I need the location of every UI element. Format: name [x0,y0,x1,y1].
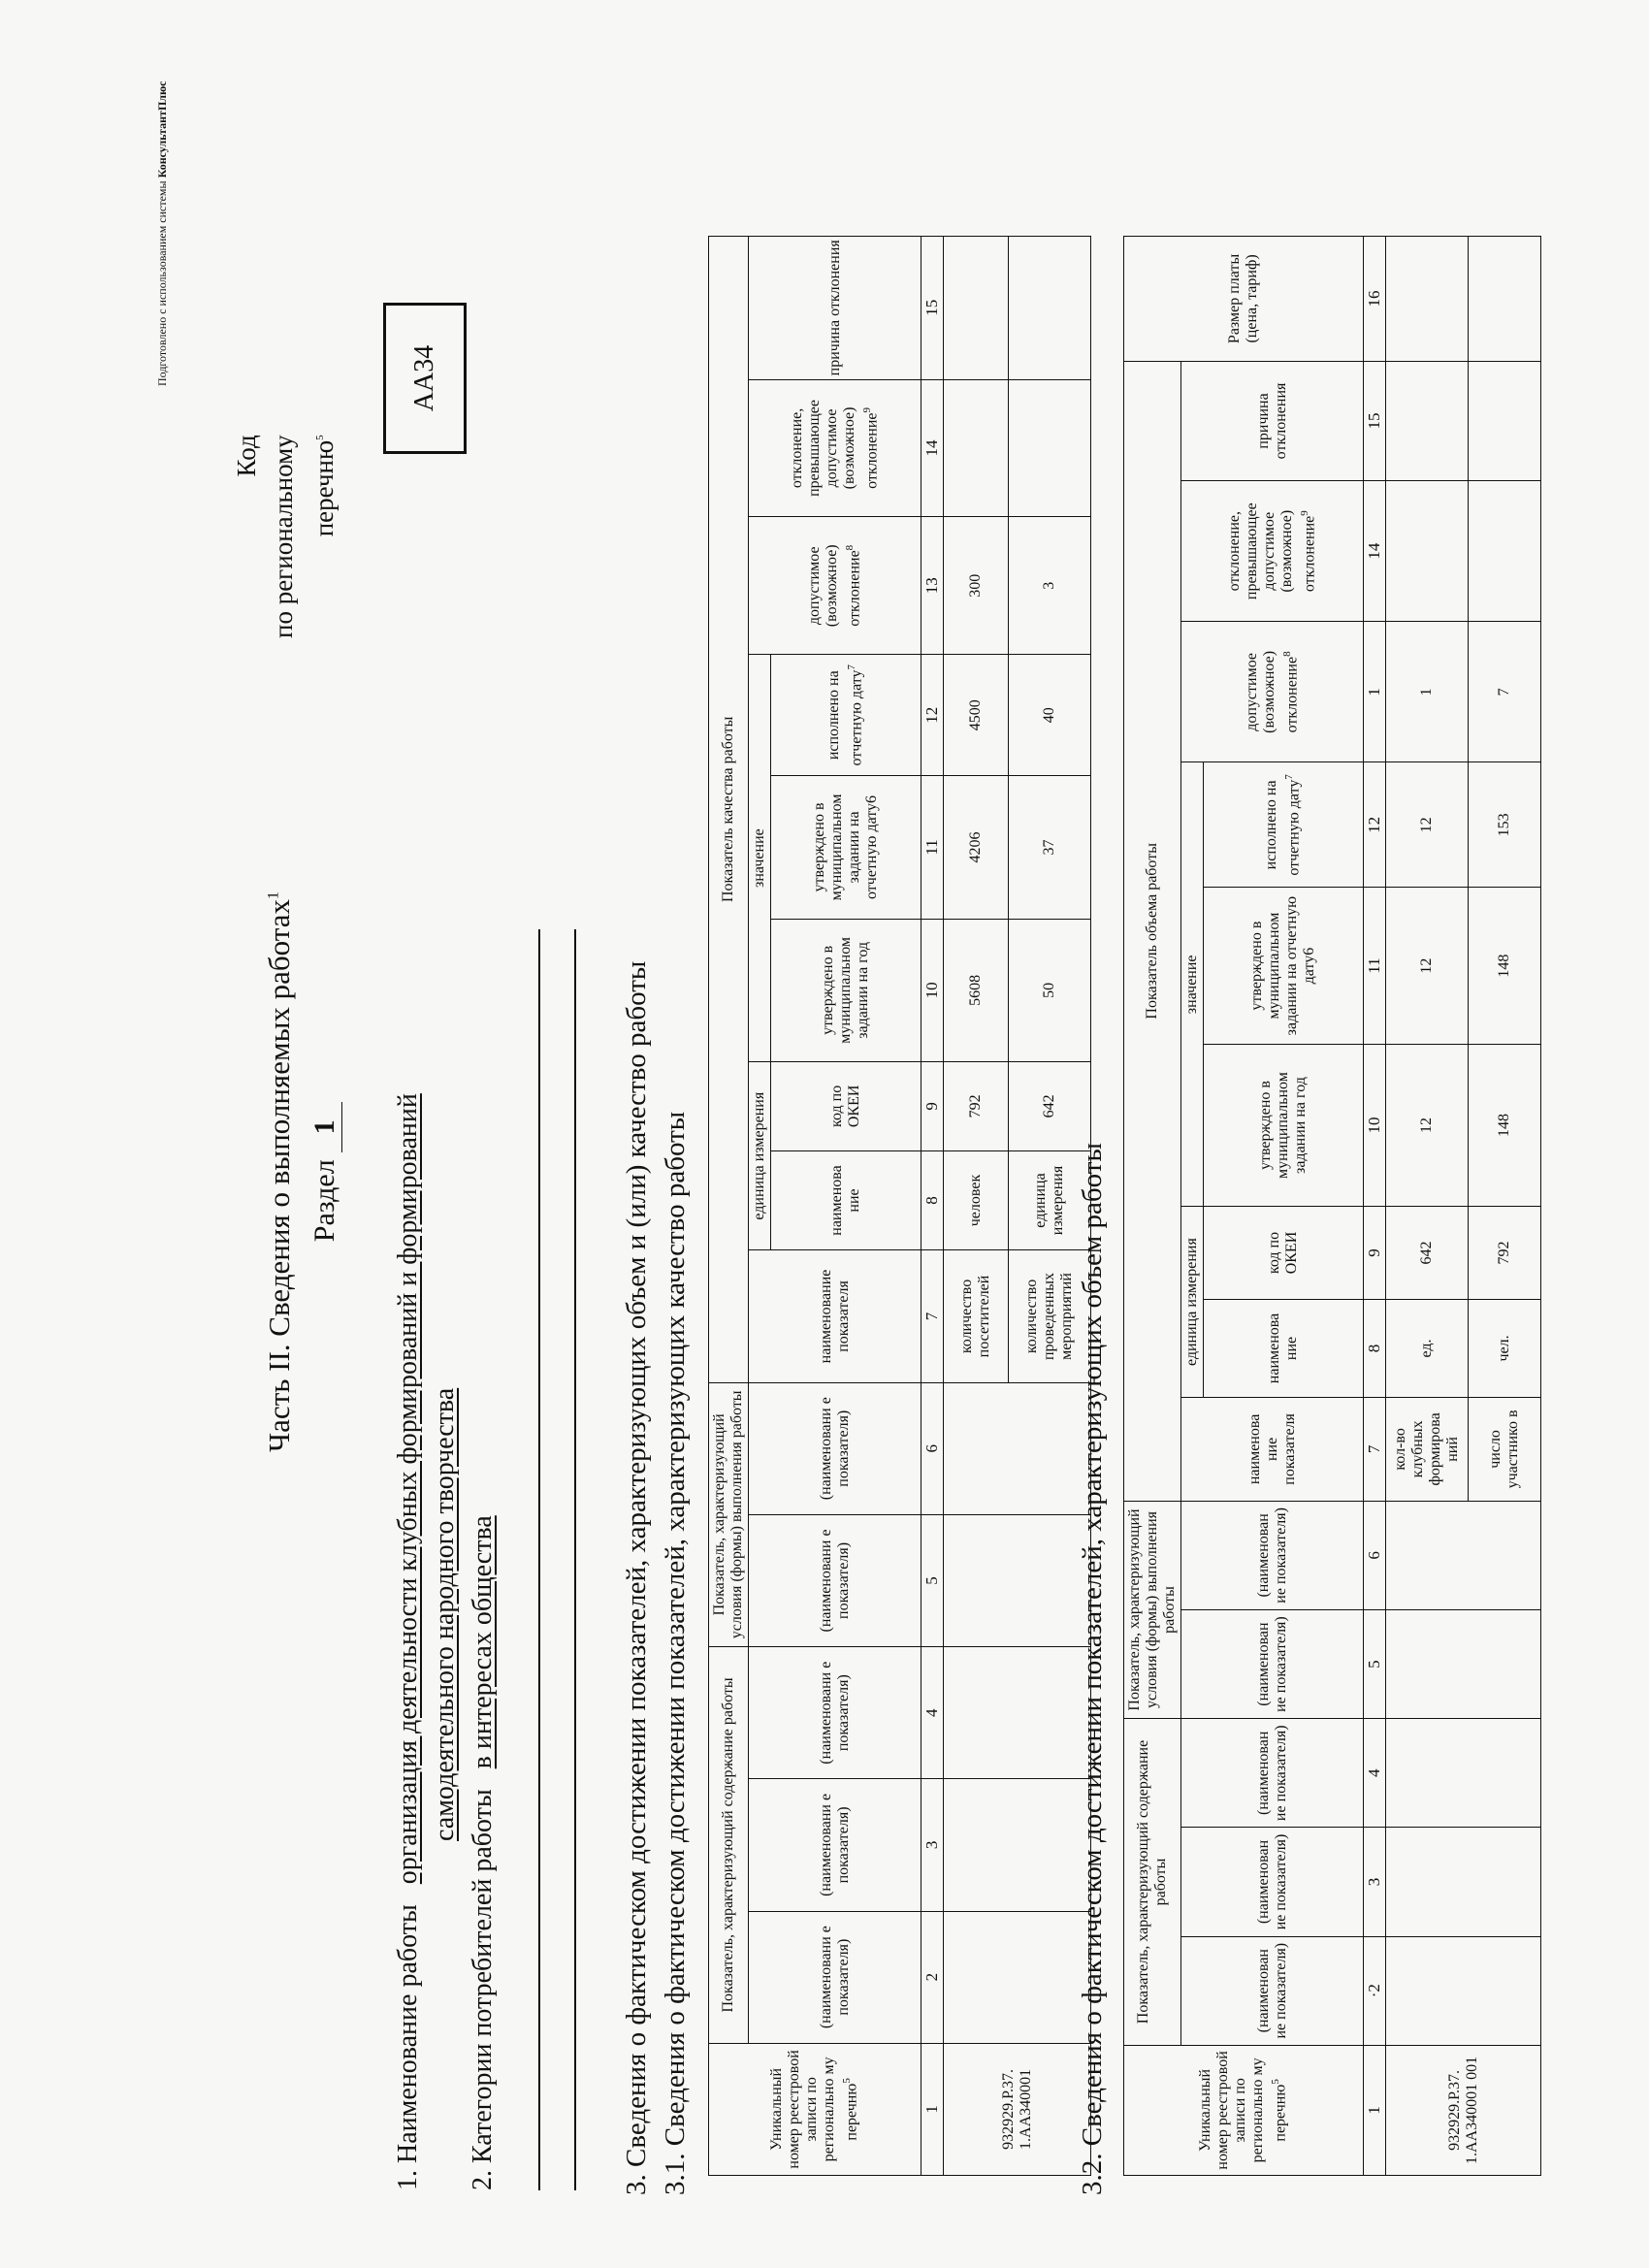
section-3-title: 3. Сведения о фактическом достижении показателей, характеризующих объем и (или) качество работы [621,960,652,2195]
registry-number: 932929.Р.37. 1.АА340001 [944,2043,1091,2175]
column-numbers-row: 1 2 3 4 5 6 7 8 9 10 11 12 13 14 15 [922,237,944,2176]
work-name-line: 1. Наименование работы организация деятельности клубных формирований и формирований [393,1093,423,2190]
table-row: количество проведенных мероприятий единица измерения 642 50 37 40 3 [1009,237,1091,2176]
registry-number: 932929.Р.37. 1.АА340001 001 [1386,2045,1541,2175]
section-number: 1 [308,1102,342,1152]
consumers-line: 2. Категории потребителей работы в интересах общества [468,1515,498,2190]
section-number-line: Раздел 1 [308,153,342,2190]
consumers-value: в интересах общества [468,1515,498,1769]
work-name-value: организация деятельности клубных формирований и формирований [393,1093,423,1885]
table-row: число участнико в чел. 792 148 148 153 7 [1469,237,1541,2176]
regional-code-box: АА34 [383,303,467,454]
column-numbers-row: 1 ·2 3 4 5 6 7 8 9 10 11 12 1 14 15 16 [1364,237,1386,2176]
part-title: Часть II. Сведения о выполняемых работах$^1$ [262,891,296,1452]
section-3-2-title: 3.2. Сведения о фактическом достижении показателей, характеризующих объем работы [1077,1143,1108,2195]
quality-table: Уникальный номер реестровой записи по регионально му перечню$^5$ Показатель, характеризующий содержание работы Показатель, характеризующий условия (формы) выполнения работы Показатель качества работы (наименовани е показателя) (наименовани е показателя) (наименовани е показателя) (наименовани е показателя) (наименовани е показателя) наименование показателя единица измерения значение допустимое (возможное) отклонение$^8$ отклонение, превышающее допустимое (возможное) отклонение$^9$ причина отклонения наименова ние код по ОКЕИ утверждено в муниципальном задании на год утверждено в муниципальном задании на отчетную дату6 исполнено на отчетную дату$^7$ 1 2 3 4 5 6 7 8 9 10 11 12 13 14 15 932929.Р.37. 1.АА340001 количество посетителей человек 792 5608 4206 4500 300 количество проведенных мероприятий единица измерения 642 50 37 40 3 [708,236,1091,2176]
volume-table: Уникальный номер реестровой записи по регионально му перечню$^5$ Показатель, характеризующий содержание работы Показатель, характеризующий условия (формы) выполнения работы Показатель объема работы Размер платы (цена, тариф) (наименован ие показателя) (наименован ие показателя) (наименован ие показателя) (наименован ие показателя) (наименован ие показателя) наименова ние показателя единица измерения значение допустимое (возможное) отклонение$^8$ отклонение, превышающее допустимое (возможное) отклонение$^9$ причина отклонения наименова ние код по ОКЕИ утверждено в муниципальном задании на год утверждено в муниципальном задании на отчетную дату6 исполнено на отчетную дату$^7$ 1 ·2 3 4 5 6 7 8 9 10 11 12 1 14 15 16 932929.Р.37. 1.АА340001 001 кол-во клубных формирова ний ед. 642 12 12 12 1 число участнико в чел. 792 148 148 153 7 [1123,236,1541,2176]
blank-line [538,929,540,2190]
table-row: 932929.Р.37. 1.АА340001 количество посетителей человек 792 5608 4206 4500 300 [944,237,1009,2176]
source-note: Подготовлено с использованием системы КонсультантПлюс [155,81,169,386]
work-name-line2: самодеятельного народного творчества [430,1387,460,1841]
regional-code-label: Код по региональному перечню$^5$ [232,435,339,638]
table-row: 932929.Р.37. 1.АА340001 001 кол-во клубных формирова ний ед. 642 12 12 12 1 [1386,237,1469,2176]
section-3-1-title: 3.1. Сведения о фактическом достижении показателей, характеризующих качество работы [660,1111,691,2195]
blank-line [574,929,576,2190]
